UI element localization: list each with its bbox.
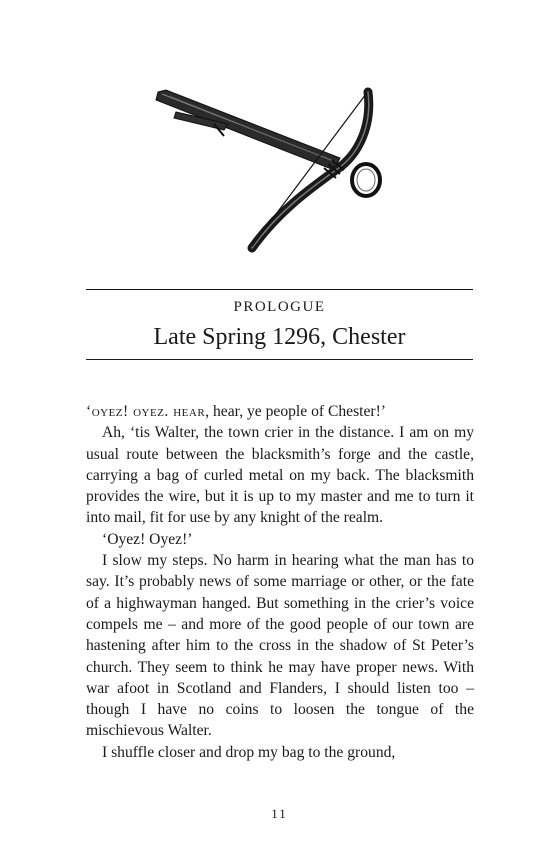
- body-text: [86, 401, 474, 763]
- paragraph: I slow my steps. No harm in hearing what the man has to say. It’s probably news of some marriage or other, or the fate of a highwayman hanged. But something in the crier’s voice compels me – and more of the good people of our town are hastening after him to the cross in the shadow of St Peter’s church. They seem to think he may have proper news. With war afoot in Scotland and Flanders, I should listen too – though I have no coins to loosen the tongue of the mischievous Walter.: [86, 552, 474, 740]
- paragraph: I shuffle closer and drop my bag to the ground,: [102, 743, 396, 761]
- opening-rest: , hear, ye people of Chester!’: [205, 403, 386, 420]
- top-rule: [86, 289, 473, 290]
- paragraph: [86, 401, 474, 422]
- crossbow-icon: [140, 84, 400, 256]
- paragraph: Ah, ‘tis Walter, the town crier in the distance. I am on my usual route between the blacksmith’s forge and the castle, carrying a bag of curled metal on my back. The blacksmith provides the wire, but it is up to my master and me to turn it into mail, fit for use by any knight of the realm.: [86, 424, 474, 527]
- chapter-title: Late Spring 1296, Chester: [153, 324, 406, 350]
- chapter-label: PROLOGUE: [233, 299, 326, 315]
- paragraph: ‘Oyez! Oyez!’: [102, 530, 193, 548]
- bottom-rule: [86, 359, 473, 360]
- page-number: 11: [271, 806, 288, 821]
- opening-smallcaps: ‘oyez! oyez. hear: [86, 403, 206, 420]
